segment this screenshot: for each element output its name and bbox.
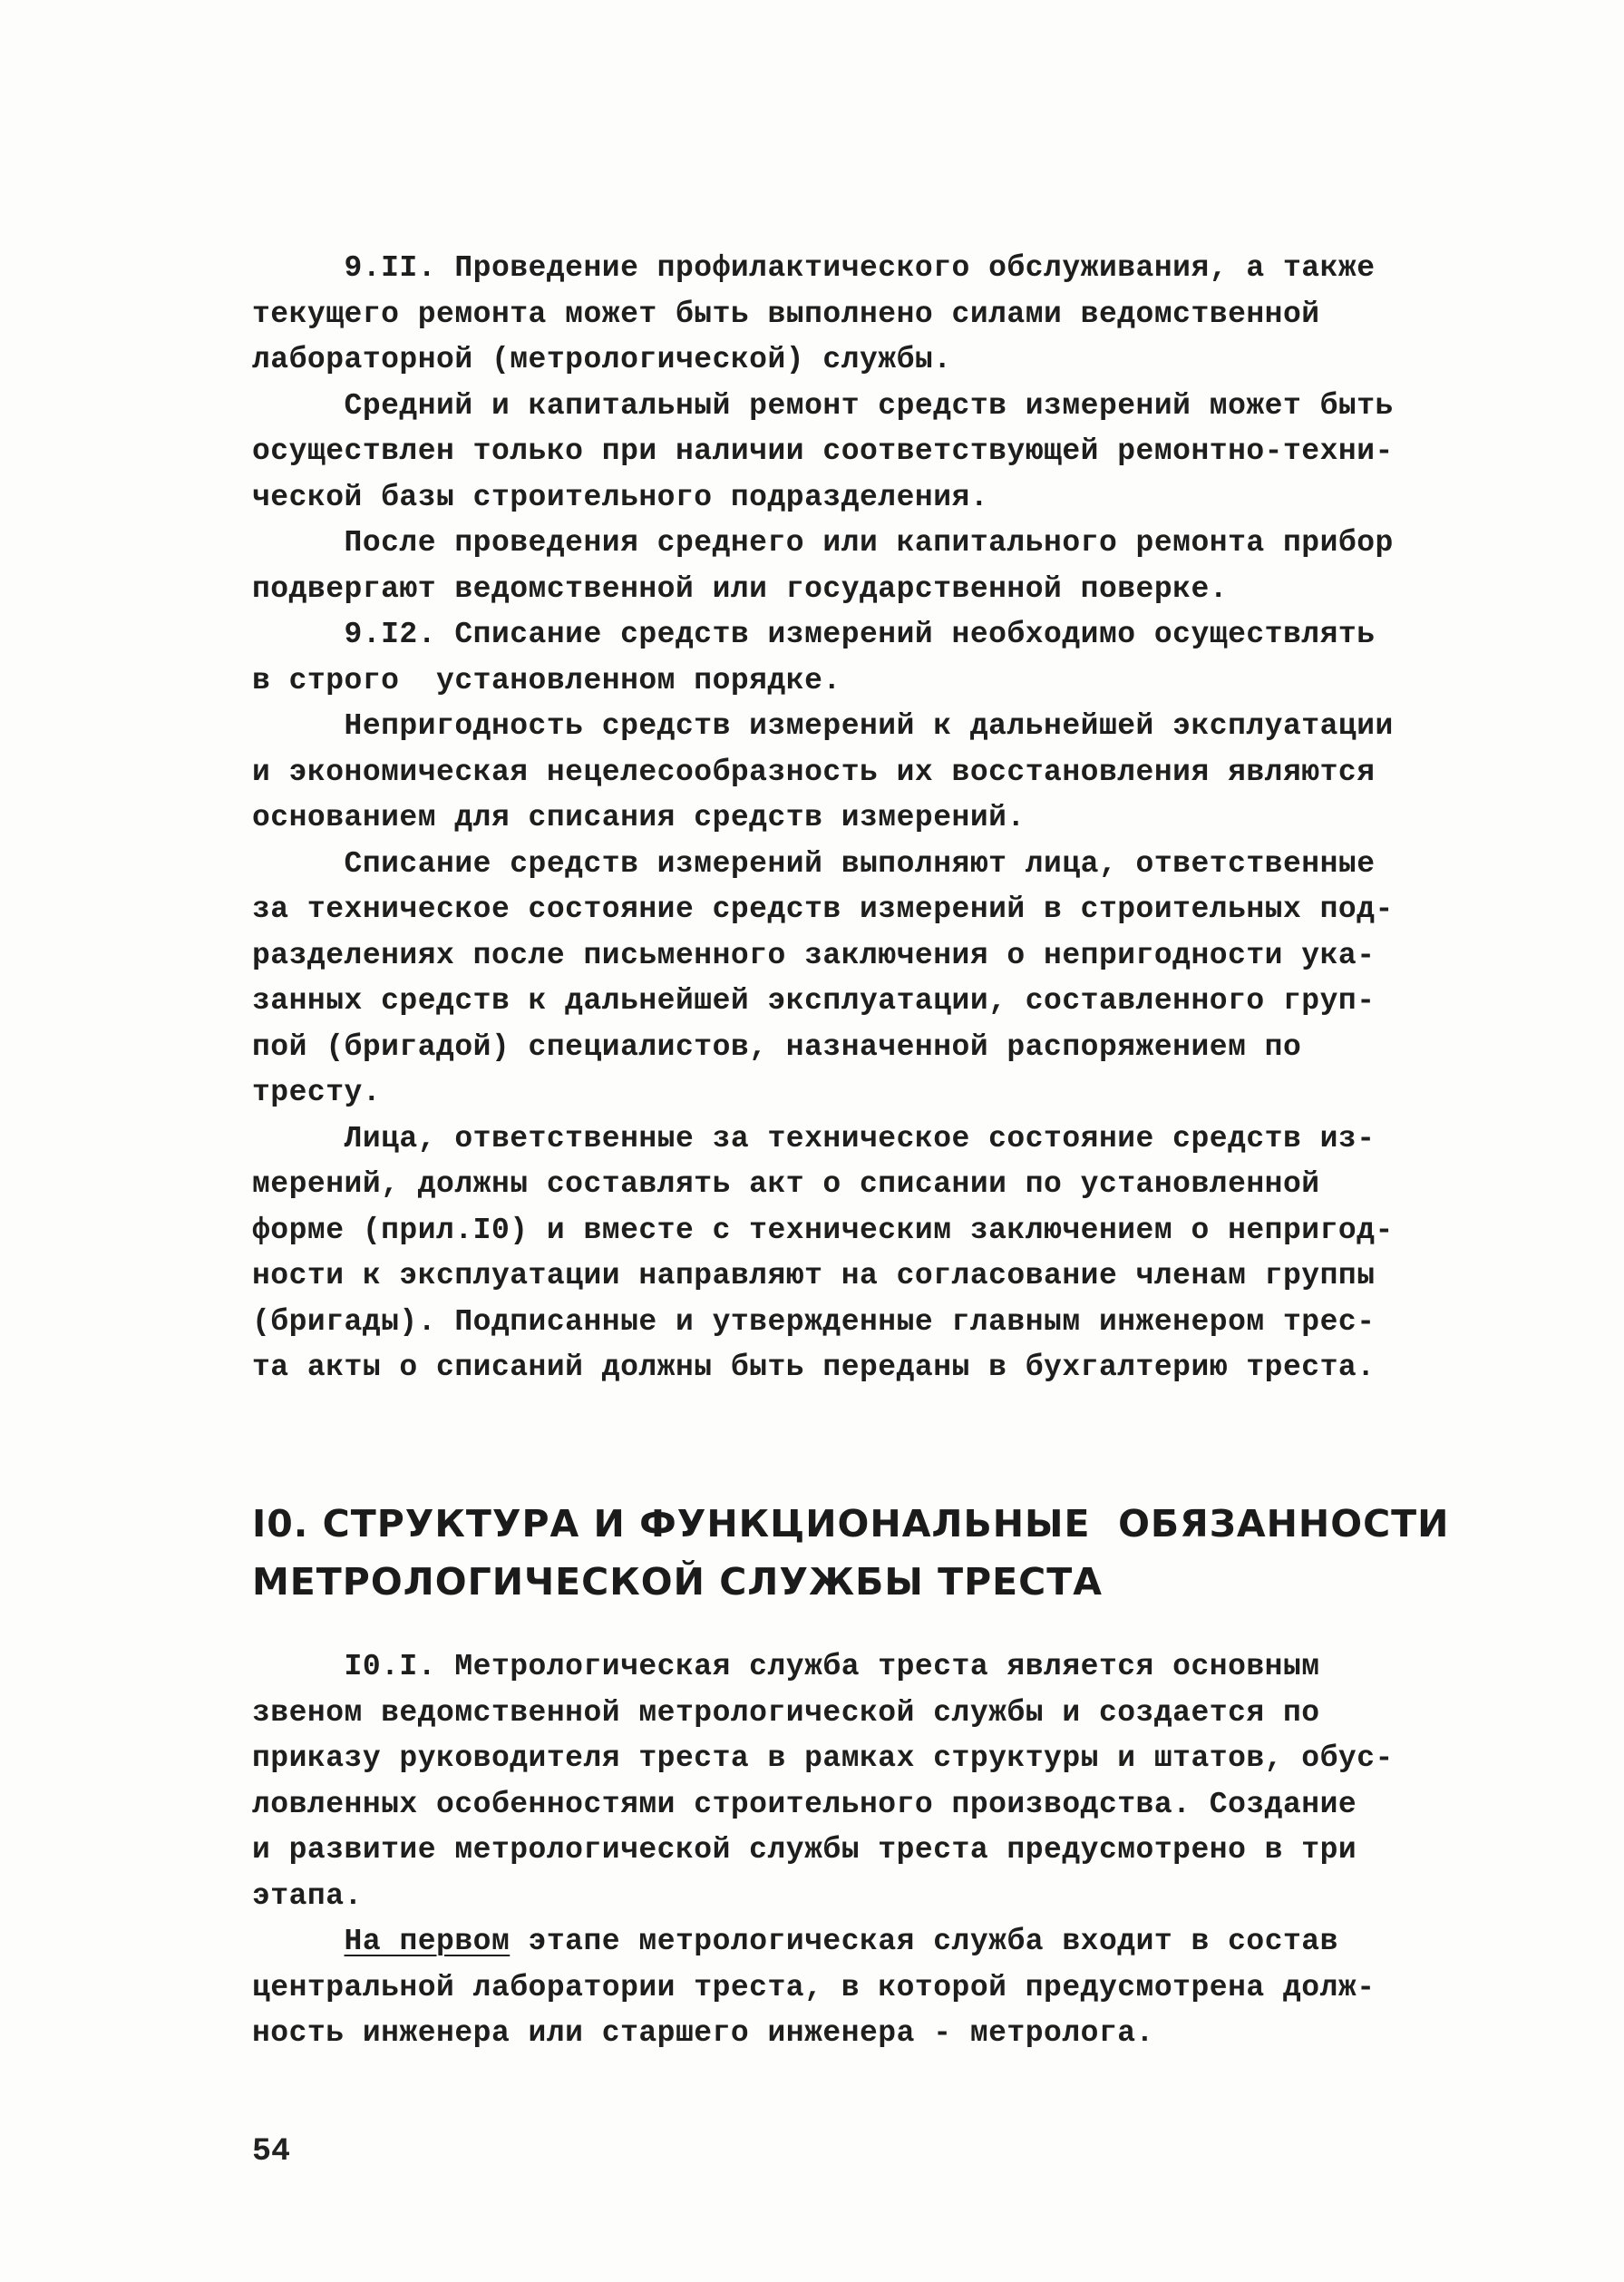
text-line: и экономическая нецелесообразность их восстановления являются	[252, 755, 1376, 789]
text-line: пой (бригадой) специалистов, назначенной распоряжением по	[252, 1029, 1302, 1064]
text-line: (бригады). Подписанные и утвержденные главным инженером трес-	[252, 1304, 1376, 1339]
text-line: I0.I. Метрологическая служба треста является основным	[252, 1650, 1320, 1683]
text-line: подвергают ведомственной или государственной поверке.	[252, 571, 1229, 606]
underlined-phrase: На первом	[344, 1925, 511, 1958]
text-line: этапа.	[252, 1878, 363, 1913]
text-line: ность инженера или старшего инженера - метролога.	[252, 2016, 1154, 2050]
text-line: Непригодность средств измерений к дальнейшей эксплуатации	[252, 709, 1394, 743]
text-line: тресту.	[252, 1076, 382, 1109]
text-line: ческой базы строительного подразделения.	[252, 480, 989, 514]
page-number: 54	[252, 2133, 291, 2170]
text-line: 9.II. Проведение профилактического обслуживания, а также	[252, 251, 1376, 285]
text-line: лабораторной (метрологической) службы.	[252, 343, 952, 376]
text-line: занных средств к дальнейшей эксплуатации, составленного груп-	[252, 984, 1376, 1018]
text-line: за техническое состояние средств измерений в строительных под-	[252, 892, 1394, 926]
indent	[252, 1925, 345, 1958]
text-line: приказу руководителя треста в рамках структуры и штатов, обус-	[252, 1741, 1394, 1775]
text-line: Лица, ответственные за техническое состояние средств из-	[252, 1121, 1376, 1156]
text-block-section-9	[252, 246, 1394, 1391]
text-line: и развитие метрологической службы треста предусмотрено в три	[252, 1833, 1357, 1867]
text-line: центральной лаборатории треста, в которой предусмотрена долж-	[252, 1970, 1376, 2004]
text-block-section-10	[252, 1644, 1394, 2057]
text-fragment: этапе метрологическая служба входит в состав	[510, 1925, 1338, 1958]
text-line: в строго установленном порядке.	[252, 663, 841, 697]
section-heading-line-1: I0. СТРУКТУРА И ФУНКЦИОНАЛЬНЫЕ ОБЯЗАННОСТИ	[252, 1502, 1450, 1546]
text-line: осуществлен только при наличии соответствующей ремонтно-техни-	[252, 434, 1394, 468]
text-line: текущего ремонта может быть выполнено силами ведомственной	[252, 297, 1320, 331]
text-line: разделениях после письменного заключения о непригодности ука-	[252, 938, 1376, 972]
text-line: Средний и капитальный ремонт средств измерений может быть	[252, 388, 1394, 423]
text-line: После проведения среднего или капитального ремонта прибор	[252, 526, 1394, 560]
text-line: форме (прил.I0) и вместе с техническим заключением о непригод-	[252, 1213, 1394, 1247]
text-line: основанием для списания средств измерений.	[252, 801, 1026, 834]
text-line: звеном ведомственной метрологической службы и создается по	[252, 1695, 1320, 1730]
text-line: ности к эксплуатации направляют на согласование членам группы	[252, 1259, 1376, 1292]
text-line: та акты о списаний должны быть переданы в бухгалтерию треста.	[252, 1351, 1376, 1384]
text-line-first-stage	[252, 1919, 1394, 1965]
text-line: 9.I2. Списание средств измерений необходимо осуществлять	[252, 618, 1376, 651]
text-line: ловленных особенностями строительного производства. Создание	[252, 1787, 1357, 1821]
text-line: Списание средств измерений выполняют лица, ответственные	[252, 846, 1376, 881]
section-heading	[252, 1495, 1449, 1611]
section-heading-line-2: МЕТРОЛОГИЧЕСКОЙ СЛУЖБЫ ТРЕСТА	[252, 1560, 1103, 1604]
text-line: мерений, должны составлять акт о списании по установленной	[252, 1167, 1320, 1201]
